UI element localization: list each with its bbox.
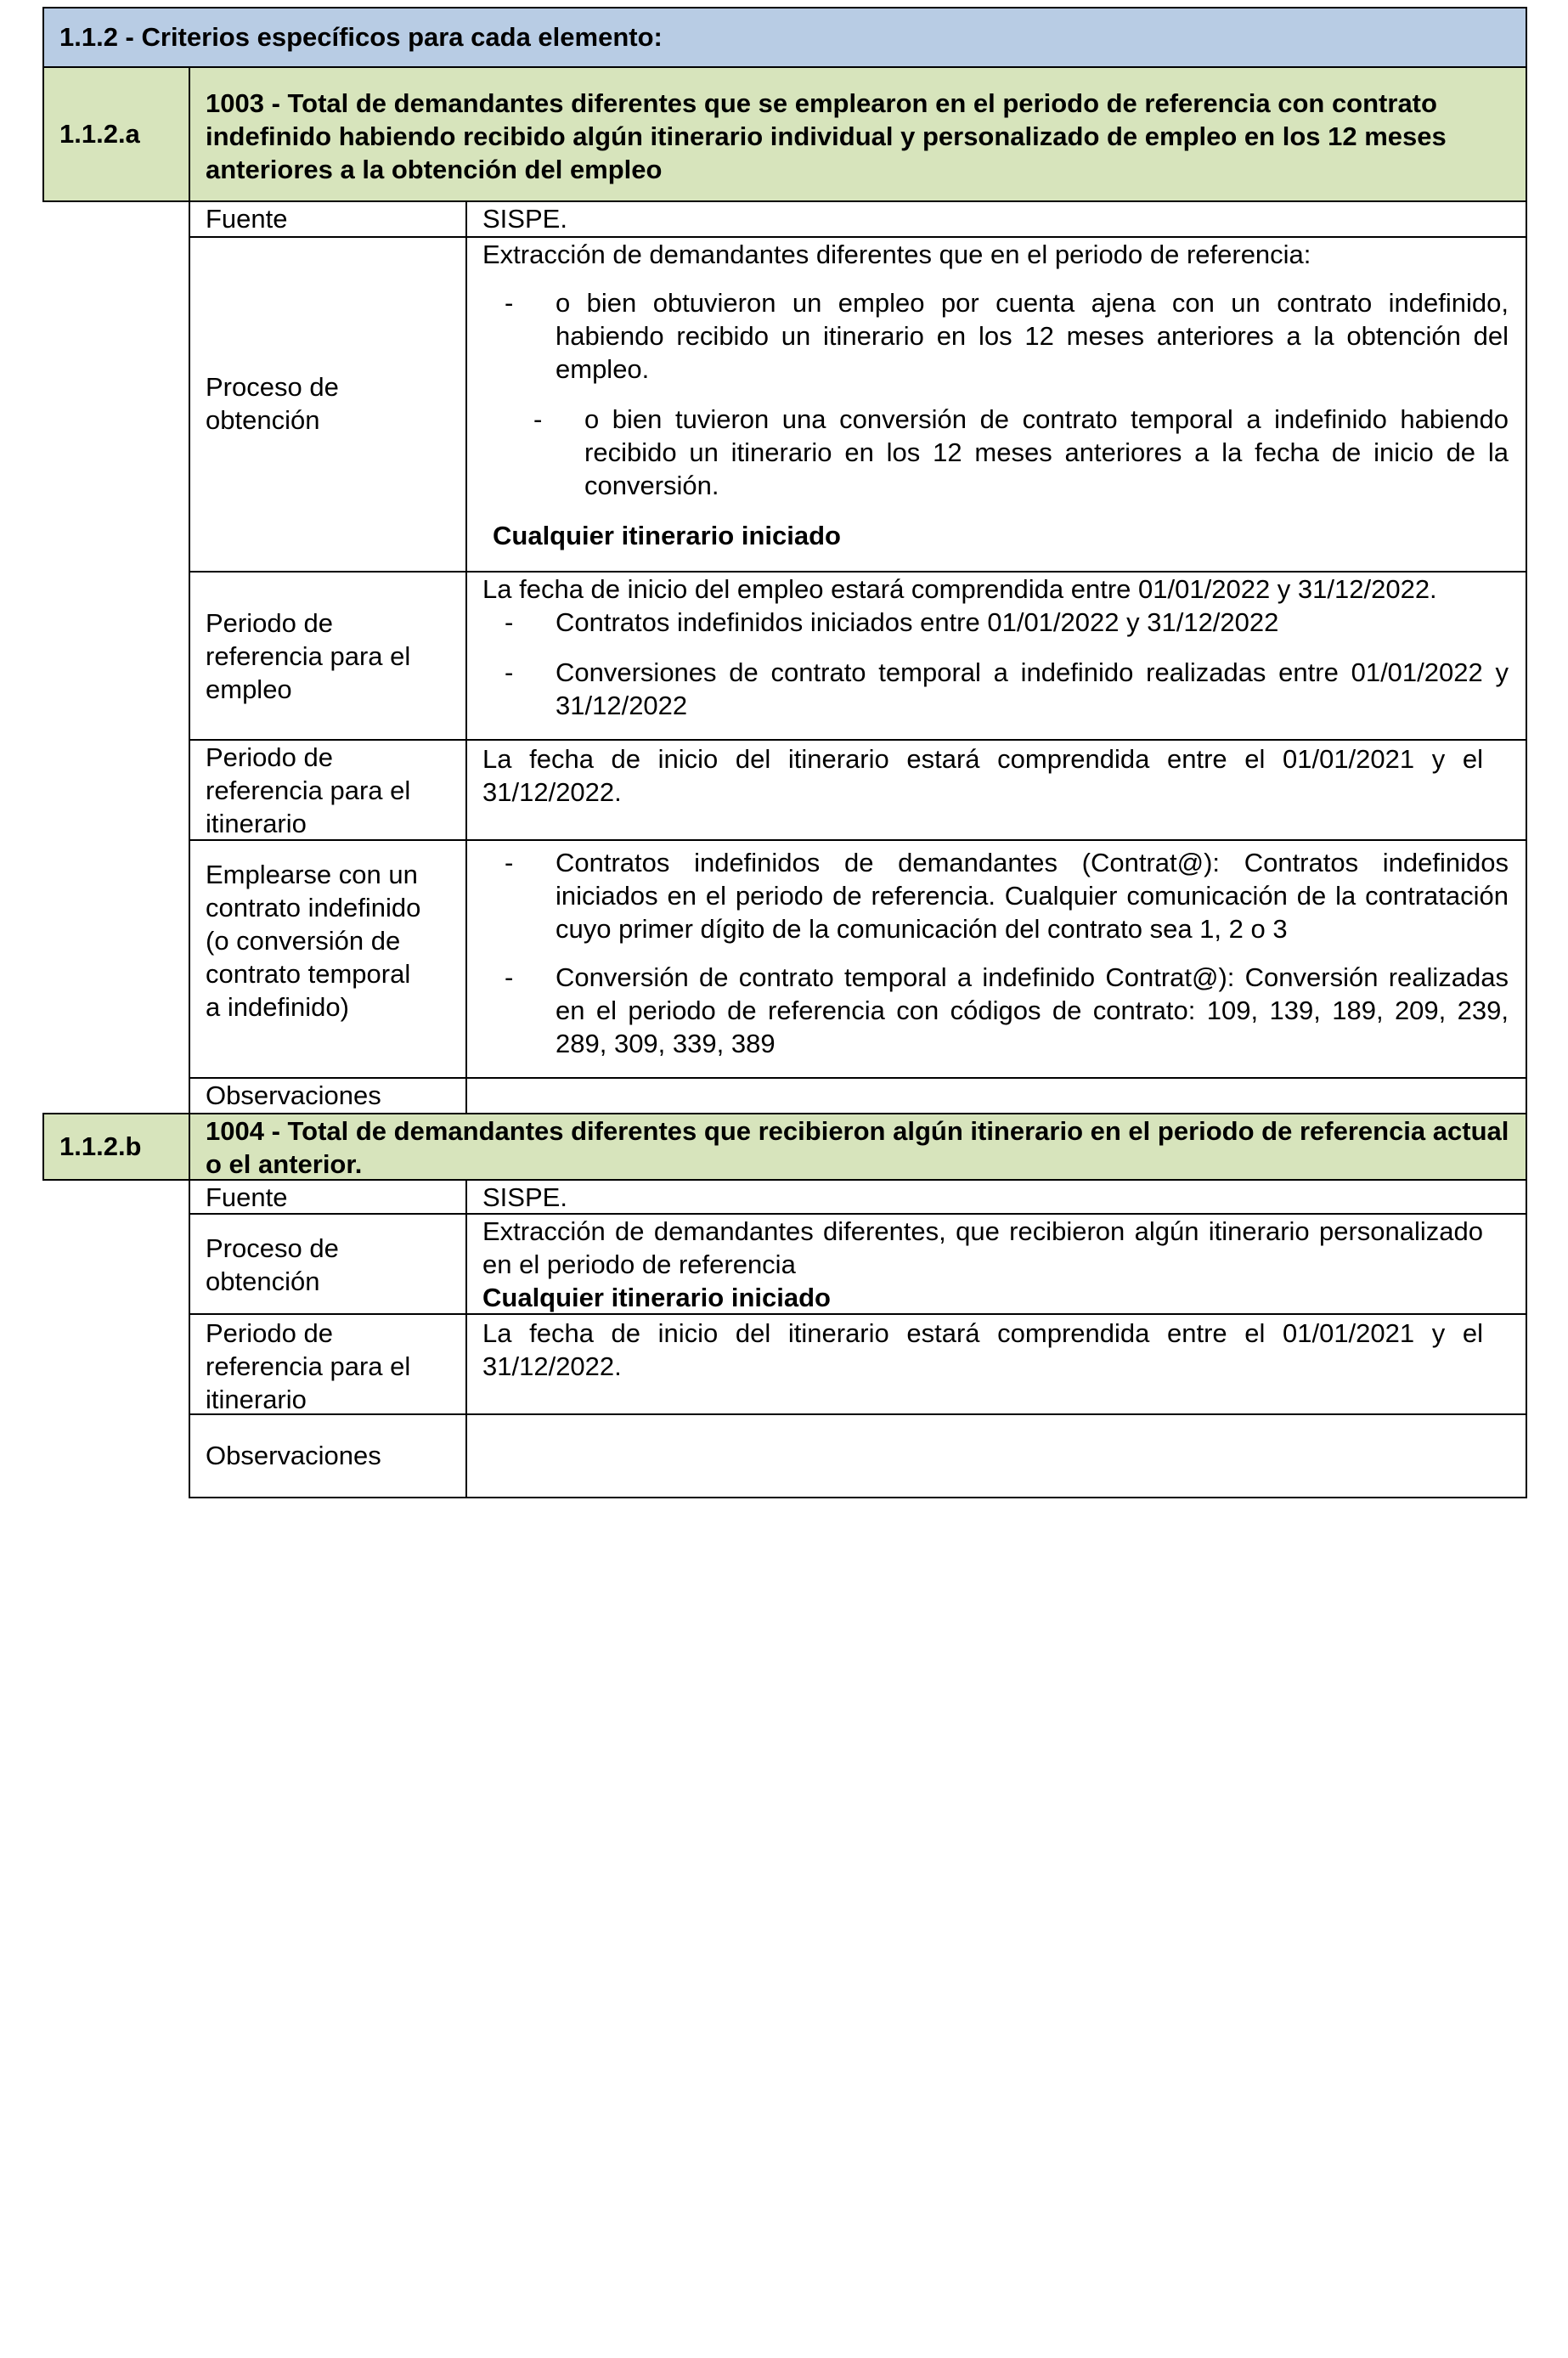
list-item bbox=[482, 961, 1509, 1060]
item-a-periodo-itinerario-label-cell bbox=[189, 739, 467, 841]
item-b-periodo-itinerario-value-cell bbox=[465, 1313, 1527, 1415]
item-b-fuente-label: Fuente bbox=[206, 1182, 288, 1212]
item-a-observaciones-label: Observaciones bbox=[206, 1080, 381, 1110]
item-b-periodo-itinerario-value: La fecha de inicio del itinerario estará comprendida entre el 01/01/2021 y el 31/12/2022. bbox=[482, 1318, 1483, 1381]
item-a-emplearse-label: Emplearse con un contrato indefinido (o conversión de contrato temporal a indefinido) bbox=[206, 860, 421, 1022]
item-a-proceso-label: Proceso de obtención bbox=[206, 372, 339, 435]
item-a-emplearse-label-cell bbox=[189, 839, 467, 1079]
item-a-proceso-intro: Extracción de demandantes diferentes que en el periodo de referencia: bbox=[482, 240, 1311, 269]
item-a-periodo-empleo-list bbox=[482, 606, 1509, 722]
item-b-fuente-value: SISPE. bbox=[482, 1182, 567, 1212]
item-a-periodo-empleo-bullet-2: Conversiones de contrato temporal a indefinido realizadas entre 01/01/2022 y 31/12/2022 bbox=[556, 657, 1509, 720]
item-b-observaciones-value-cell bbox=[465, 1413, 1527, 1498]
item-a-emplearse-list bbox=[482, 846, 1509, 1060]
item-a-periodo-empleo-intro: La fecha de inicio del empleo estará comprendida entre 01/01/2022 y 31/12/2022. bbox=[482, 574, 1437, 604]
item-b-title: 1004 - Total de demandantes diferentes que recibieron algún itinerario en el periodo de referencia actual o el anterior. bbox=[206, 1116, 1509, 1179]
list-item bbox=[482, 846, 1509, 945]
list-dash: - bbox=[505, 848, 514, 877]
list-dash: - bbox=[533, 404, 543, 434]
item-a-proceso-emphasis: Cualquier itinerario iniciado bbox=[493, 521, 841, 550]
list-item bbox=[482, 606, 1509, 639]
item-a-code-cell bbox=[42, 66, 190, 202]
section-header-title: 1.1.2 - Criterios específicos para cada elemento: bbox=[59, 22, 663, 52]
list-item bbox=[482, 656, 1509, 722]
item-b-proceso-label-cell bbox=[189, 1213, 467, 1315]
item-a-periodo-empleo-label-cell bbox=[189, 571, 467, 741]
item-a-observaciones-value-cell bbox=[465, 1077, 1527, 1114]
list-dash: - bbox=[505, 962, 514, 992]
item-b-fuente-value-cell bbox=[465, 1179, 1527, 1215]
item-b-proceso-label: Proceso de obtención bbox=[206, 1233, 339, 1296]
list-item bbox=[482, 286, 1509, 386]
item-a-periodo-empleo-value-cell bbox=[465, 571, 1527, 741]
item-b-proceso-value-cell bbox=[465, 1213, 1527, 1315]
item-a-code: 1.1.2.a bbox=[59, 119, 140, 149]
item-a-proceso-bullet-2: o bien tuvieron una conversión de contrato temporal a indefinido habiendo recibido un itinerario en los 12 meses anteriores a la fecha de inicio de la conversión. bbox=[584, 404, 1509, 500]
item-a-proceso-list-2 bbox=[482, 403, 1509, 502]
list-dash: - bbox=[505, 607, 514, 637]
item-a-title-cell bbox=[189, 66, 1527, 202]
item-a-fuente-value-cell bbox=[465, 200, 1527, 238]
item-a-emplearse-bullet-2: Conversión de contrato temporal a indefinido Contrat@): Conversión realizadas en el periodo de referencia con códigos de contrato: 109, 139, 189, 209, 239, 289, 309, 339, 389 bbox=[556, 962, 1509, 1058]
list-dash: - bbox=[505, 288, 514, 318]
item-a-fuente-label-cell bbox=[189, 200, 467, 238]
item-b-periodo-itinerario-label-cell bbox=[189, 1313, 467, 1415]
item-a-emplearse-value-cell bbox=[465, 839, 1527, 1079]
item-a-observaciones-label-cell bbox=[189, 1077, 467, 1114]
item-a-periodo-itinerario-label: Periodo de referencia para el itinerario bbox=[206, 742, 411, 838]
list-item bbox=[482, 403, 1509, 502]
item-a-emplearse-bullet-1: Contratos indefinidos de demandantes (Contrat@): Contratos indefinidos iniciados en el periodo de referencia. Cualquier comunicación de la contratación cuyo primer dígito de la comunicación del contrato sea 1, 2 o 3 bbox=[556, 848, 1509, 944]
item-a-proceso-label-cell bbox=[189, 236, 467, 573]
item-b-code: 1.1.2.b bbox=[59, 1131, 142, 1161]
item-a-proceso-list bbox=[482, 286, 1509, 386]
item-b-title-cell bbox=[189, 1113, 1527, 1181]
item-b-proceso-value: Extracción de demandantes diferentes, que recibieron algún itinerario personalizado en el periodo de referencia bbox=[482, 1216, 1483, 1279]
item-b-observaciones-label: Observaciones bbox=[206, 1441, 381, 1470]
section-header bbox=[42, 7, 1527, 68]
item-b-code-cell bbox=[42, 1113, 190, 1181]
item-b-periodo-itinerario-label: Periodo de referencia para el itinerario bbox=[206, 1318, 411, 1414]
item-a-proceso-value-cell bbox=[465, 236, 1527, 573]
item-a-periodo-empleo-label: Periodo de referencia para el empleo bbox=[206, 608, 411, 704]
item-b-observaciones-label-cell bbox=[189, 1413, 467, 1498]
item-b-fuente-label-cell bbox=[189, 1179, 467, 1215]
item-a-periodo-itinerario-value-cell bbox=[465, 739, 1527, 841]
list-dash: - bbox=[505, 657, 514, 687]
item-a-title: 1003 - Total de demandantes diferentes que se emplearon en el periodo de referencia con contrato indefinido habiendo recibido algún itinerario individual y personalizado de empleo en los 12 meses anteriores a la obtención del empleo bbox=[206, 88, 1447, 184]
item-b-proceso-emphasis: Cualquier itinerario iniciado bbox=[482, 1283, 831, 1312]
item-a-proceso-bullet-1: o bien obtuvieron un empleo por cuenta ajena con un contrato indefinido, habiendo recibido un itinerario en los 12 meses anteriores a la obtención del empleo. bbox=[556, 288, 1509, 384]
item-a-fuente-value: SISPE. bbox=[482, 204, 567, 234]
item-a-fuente-label: Fuente bbox=[206, 204, 288, 234]
item-a-periodo-itinerario-value: La fecha de inicio del itinerario estará comprendida entre el 01/01/2021 y el 31/12/2022. bbox=[482, 744, 1483, 807]
item-a-periodo-empleo-bullet-1: Contratos indefinidos iniciados entre 01/01/2022 y 31/12/2022 bbox=[556, 607, 1279, 637]
